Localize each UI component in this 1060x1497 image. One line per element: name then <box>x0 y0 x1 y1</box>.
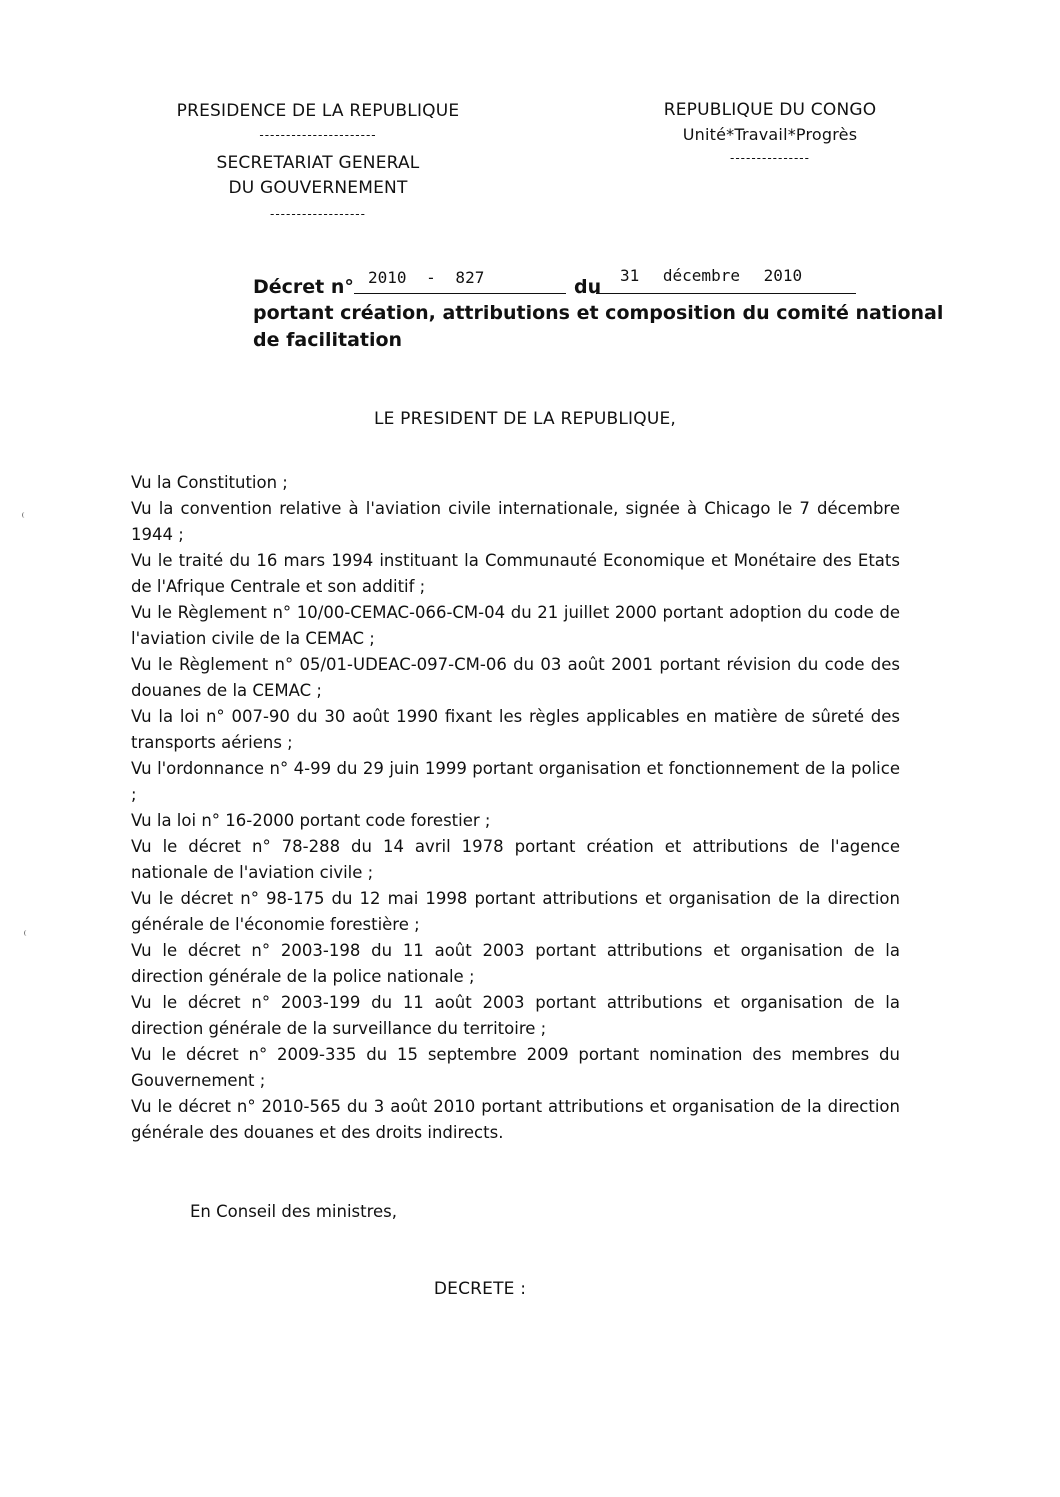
visa-item: Vu le décret n° 98-175 du 12 mai 1998 portant attributions et organisation de la direction générale de l'économie forestière ; <box>131 889 900 934</box>
header-left-divider-1: ---------------------- <box>259 128 377 142</box>
decree-date: 31 décembre 2010 <box>620 266 803 285</box>
visa-item: Vu le décret n° 2003-198 du 11 août 2003 portant attributions et organisation de la direction générale de la police nationale ; <box>131 941 900 986</box>
header-motto: Unité*Travail*Progrès <box>682 125 858 144</box>
visa-item: Vu la loi n° 16-2000 portant code forestier ; <box>131 811 491 830</box>
visa-item: Vu le Règlement n° 05/01-UDEAC-097-CM-06 du 03 août 2001 portant révision du code des douanes de la CEMAC ; <box>131 655 900 700</box>
council-line: En Conseil des ministres, <box>190 1202 398 1221</box>
header-republique: REPUBLIQUE DU CONGO <box>663 100 877 120</box>
header-right-divider: --------------- <box>730 151 810 165</box>
visa-item: Vu le décret n° 2003-199 du 11 août 2003 portant attributions et organisation de la direction générale de la surveillance du territoire ; <box>131 993 900 1038</box>
visa-item: Vu la convention relative à l'aviation civile internationale, signée à Chicago le 7 décembre 1944 ; <box>131 499 900 544</box>
decree-number-underline <box>354 293 566 294</box>
visa-item: Vu l'ordonnance n° 4-99 du 29 juin 1999 portant organisation et fonctionnement de la police ; <box>131 759 900 804</box>
header-secretariat: SECRETARIAT GENERAL <box>216 153 420 173</box>
visa-item: Vu le décret n° 2010-565 du 3 août 2010 portant attributions et organisation de la direction générale des douanes et des droits indirects. <box>131 1097 900 1142</box>
decree-subject-line-1: portant création, attributions et composition du comité national <box>253 302 944 324</box>
decree-date-underline <box>596 293 856 294</box>
visa-list <box>131 470 900 1146</box>
president-heading: LE PRESIDENT DE LA REPUBLIQUE, <box>373 409 677 429</box>
decree-number: 2010 - 827 <box>368 268 485 287</box>
scan-speck <box>24 930 29 936</box>
decrete-heading: DECRETE : <box>433 1279 527 1299</box>
header-presidence: PRESIDENCE DE LA REPUBLIQUE <box>176 101 460 121</box>
visas-block <box>131 470 900 1146</box>
header-gouvernement: DU GOUVERNEMENT <box>228 178 408 198</box>
visa-item: Vu la loi n° 007-90 du 30 août 1990 fixant les règles applicables en matière de sûreté des transports aériens ; <box>131 707 900 752</box>
decree-subject-line-2: de facilitation <box>253 329 403 351</box>
header-left-divider-2: ------------------ <box>270 207 366 221</box>
visa-item: Vu le Règlement n° 10/00-CEMAC-066-CM-04 du 21 juillet 2000 portant adoption du code de l'aviation civile de la CEMAC ; <box>131 603 900 648</box>
decree-du: du <box>574 276 602 298</box>
visa-item: Vu le décret n° 2009-335 du 15 septembre 2009 portant nomination des membres du Gouvernement ; <box>131 1045 900 1090</box>
scan-speck <box>22 512 27 518</box>
visa-item: Vu le décret n° 78-288 du 14 avril 1978 portant création et attributions de l'agence nationale de l'aviation civile ; <box>131 837 900 882</box>
visa-item: Vu la Constitution ; <box>131 473 288 492</box>
decree-prefix: Décret n° <box>253 276 354 298</box>
visa-item: Vu le traité du 16 mars 1994 instituant la Communauté Economique et Monétaire des Etats de l'Afrique Centrale et son additif ; <box>131 551 900 596</box>
